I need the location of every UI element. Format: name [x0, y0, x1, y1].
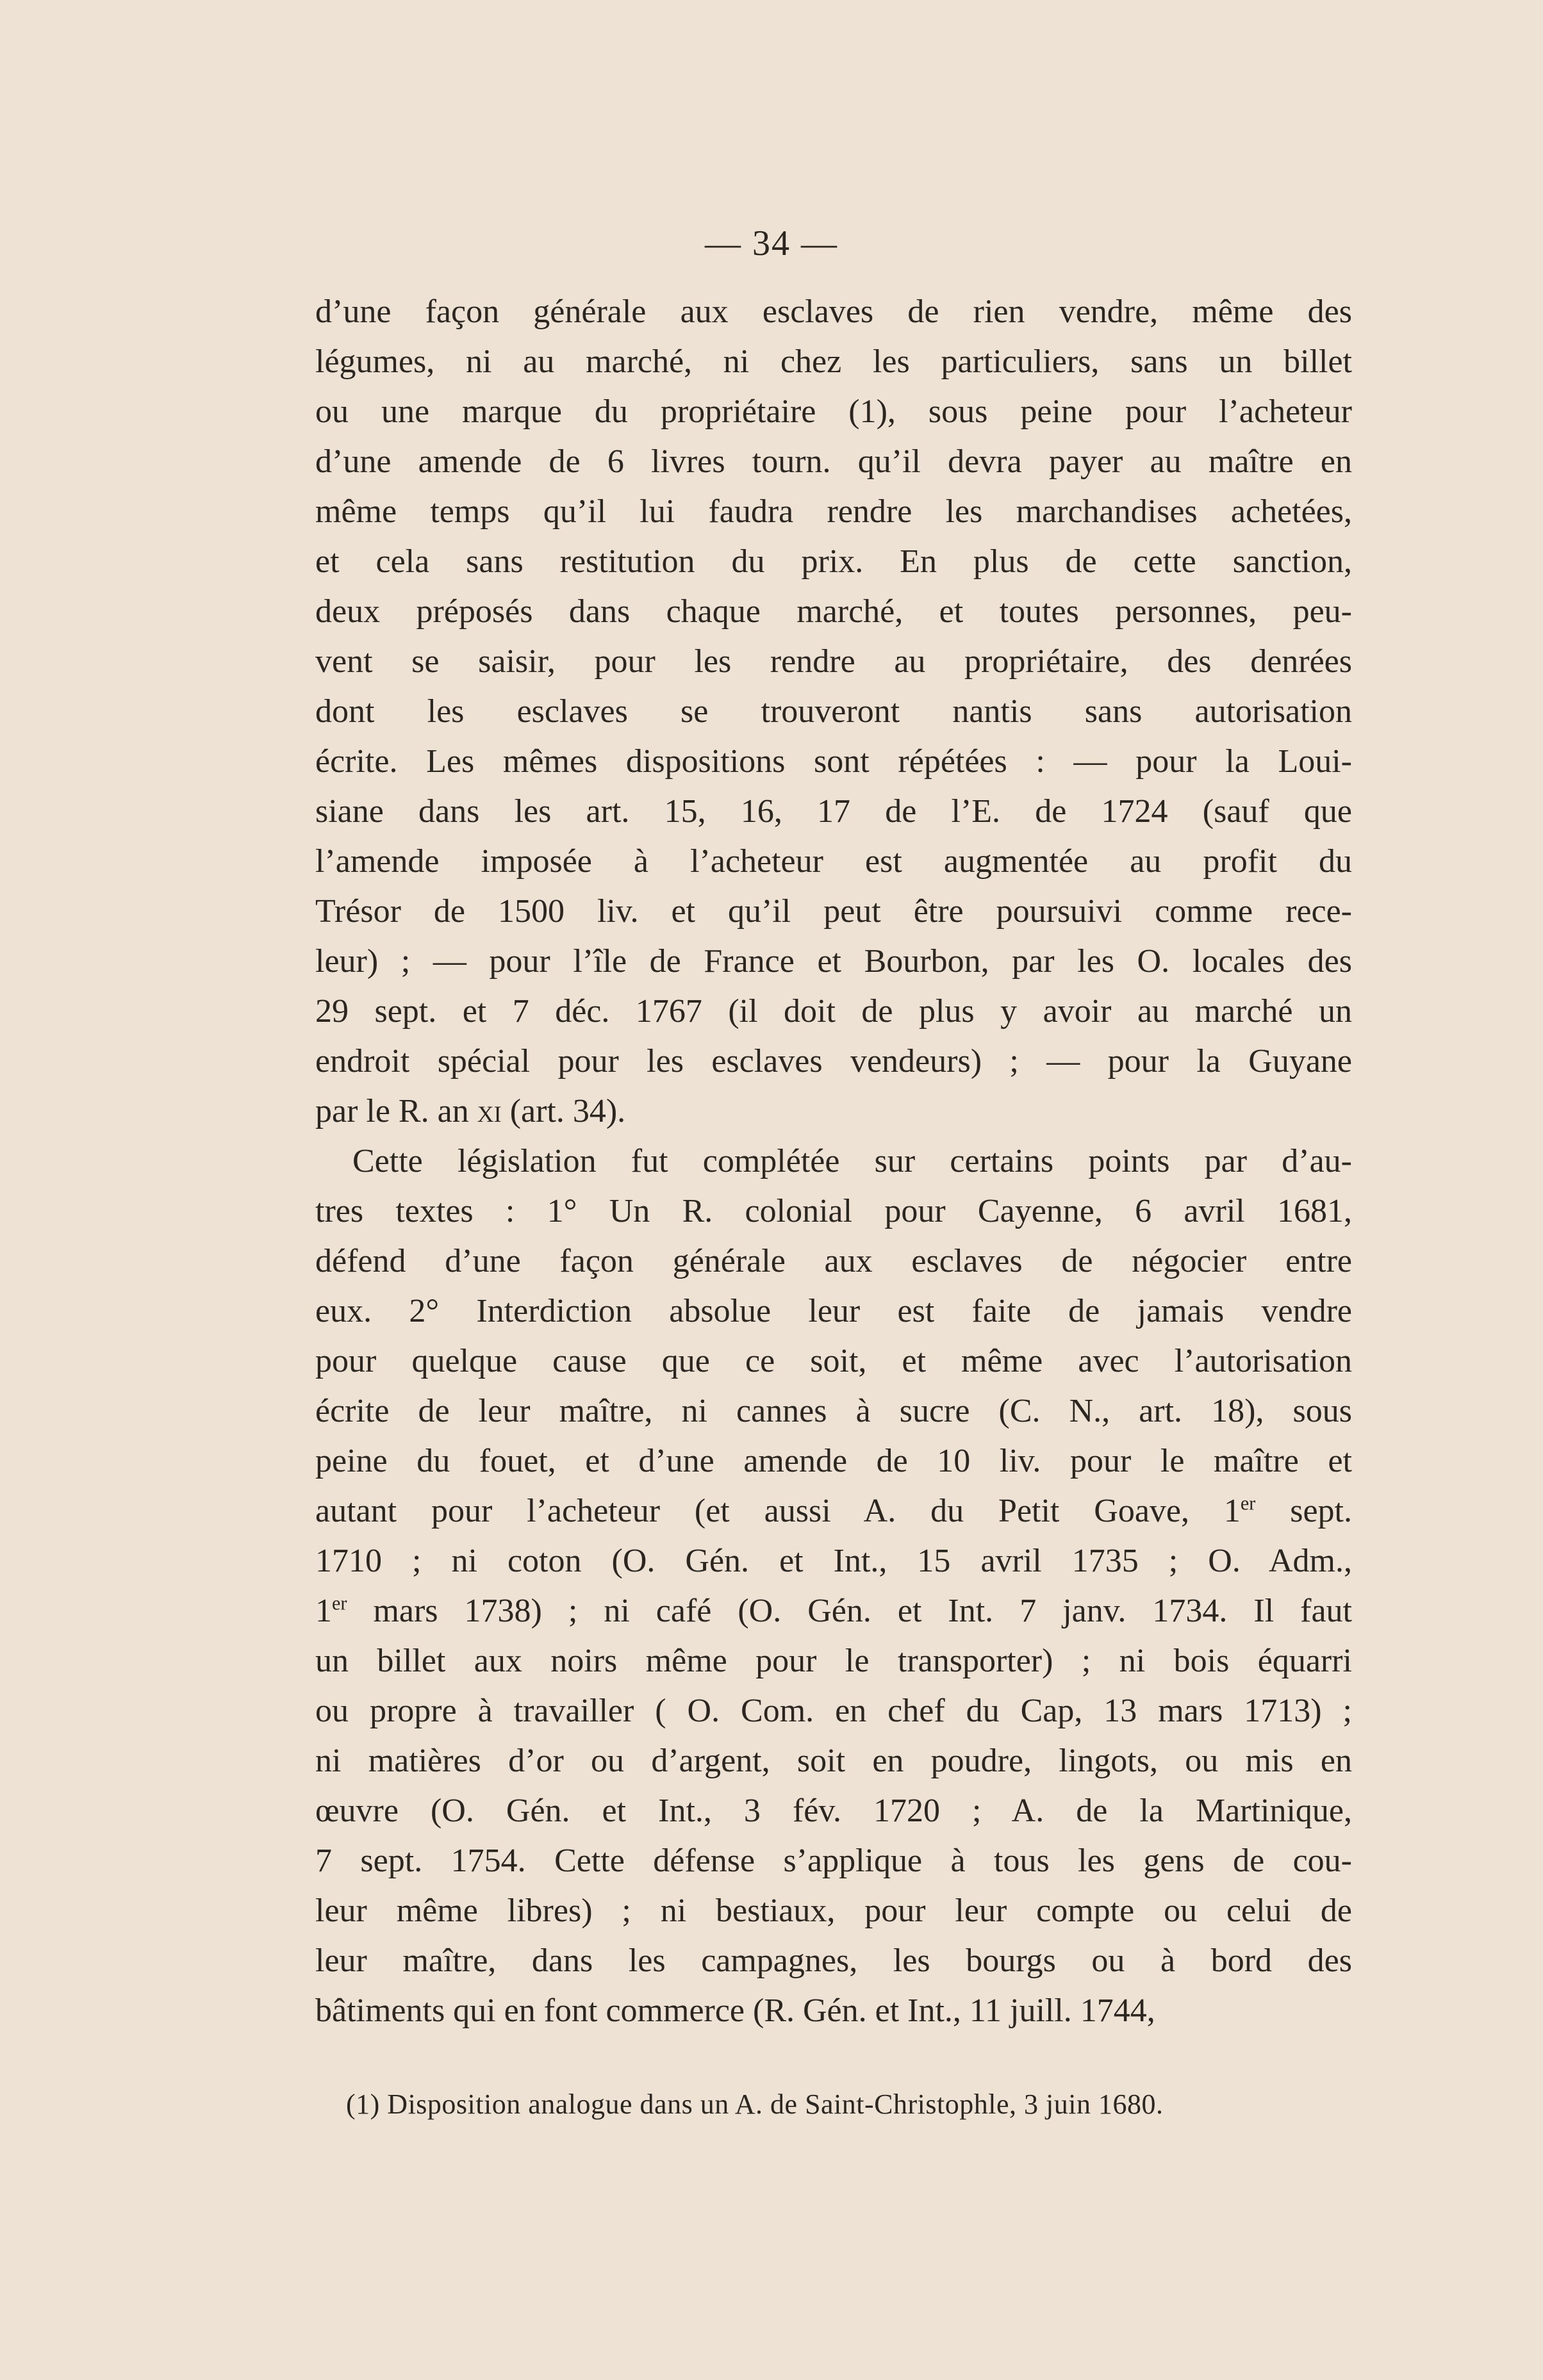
body-line: tres textes : 1° Un R. colonial pour Cayenne, 6 avril 1681,: [315, 1193, 1352, 1229]
body-line: ou propre à travailler ( O. Com. en chef du Cap, 13 mars 1713) ;: [315, 1693, 1352, 1729]
body-text: [315, 287, 1352, 2036]
body-line: défend d’une façon générale aux esclaves de négocier entre: [315, 1243, 1352, 1279]
body-line: d’une façon générale aux esclaves de rien vendre, même des: [315, 293, 1352, 330]
body-line: eux. 2° Interdiction absolue leur est faite de jamais vendre: [315, 1293, 1352, 1329]
body-line: siane dans les art. 15, 16, 17 de l’E. de 1724 (sauf que: [315, 793, 1352, 830]
page-number: — 34 —: [705, 224, 838, 263]
body-line: autant pour l’acheteur (et aussi A. du Petit Goave, 1er sept.: [315, 1492, 1352, 1529]
body-line: et cela sans restitution du prix. En plus de cette sanction,: [315, 543, 1352, 580]
body-line: 1710 ; ni coton (O. Gén. et Int., 15 avril 1735 ; O. Adm.,: [315, 1543, 1352, 1579]
body-line: ou une marque du propriétaire (1), sous peine pour l’acheteur: [315, 393, 1352, 430]
body-line: légumes, ni au marché, ni chez les particuliers, sans un billet: [315, 343, 1352, 380]
body-line: ni matières d’or ou d’argent, soit en poudre, lingots, ou mis en: [315, 1743, 1352, 1779]
body-line: 29 sept. et 7 déc. 1767 (il doit de plus y avoir au marché un: [315, 993, 1352, 1030]
body-line: bâtiments qui en font commerce (R. Gén. et Int., 11 juill. 1744,: [315, 1992, 1155, 2029]
body-line: écrite de leur maître, ni cannes à sucre (C. N., art. 18), sous: [315, 1393, 1352, 1429]
body-line: leur maître, dans les campagnes, les bourgs ou à bord des: [315, 1942, 1352, 1979]
footnote: (1) Disposition analogue dans un A. de Saint-Christophle, 3 juin 1680.: [346, 2089, 1164, 2120]
body-line: dont les esclaves se trouveront nantis sans autorisation: [315, 693, 1352, 730]
body-line: 7 sept. 1754. Cette défense s’applique à tous les gens de cou-: [315, 1842, 1352, 1879]
body-line: leur) ; — pour l’île de France et Bourbon, par les O. locales des: [315, 943, 1352, 980]
body-line: par le R. an xi (art. 34).: [315, 1093, 626, 1129]
body-line: l’amende imposée à l’acheteur est augmentée au profit du: [315, 843, 1352, 880]
body-line: 1er mars 1738) ; ni café (O. Gén. et Int. 7 janv. 1734. Il faut: [315, 1592, 1352, 1629]
body-line: Trésor de 1500 liv. et qu’il peut être poursuivi comme rece-: [315, 893, 1352, 930]
body-line: écrite. Les mêmes dispositions sont répétées : — pour la Loui-: [315, 743, 1352, 780]
body-line: œuvre (O. Gén. et Int., 3 fév. 1720 ; A. de la Martinique,: [315, 1793, 1352, 1829]
body-line: leur même libres) ; ni bestiaux, pour leur compte ou celui de: [315, 1892, 1352, 1929]
body-line: pour quelque cause que ce soit, et même avec l’autorisation: [315, 1343, 1352, 1379]
body-line: d’une amende de 6 livres tourn. qu’il devra payer au maître en: [315, 443, 1352, 480]
body-line: endroit spécial pour les esclaves vendeurs) ; — pour la Guyane: [315, 1043, 1352, 1079]
body-line: vent se saisir, pour les rendre au propriétaire, des denrées: [315, 643, 1352, 680]
body-line: même temps qu’il lui faudra rendre les marchandises achetées,: [315, 493, 1352, 530]
body-line: Cette législation fut complétée sur certains points par d’au-: [352, 1143, 1352, 1179]
body-line: un billet aux noirs même pour le transporter) ; ni bois équarri: [315, 1643, 1352, 1679]
body-line: peine du fouet, et d’une amende de 10 liv. pour le maître et: [315, 1443, 1352, 1479]
body-line: deux préposés dans chaque marché, et toutes personnes, peu-: [315, 593, 1352, 630]
